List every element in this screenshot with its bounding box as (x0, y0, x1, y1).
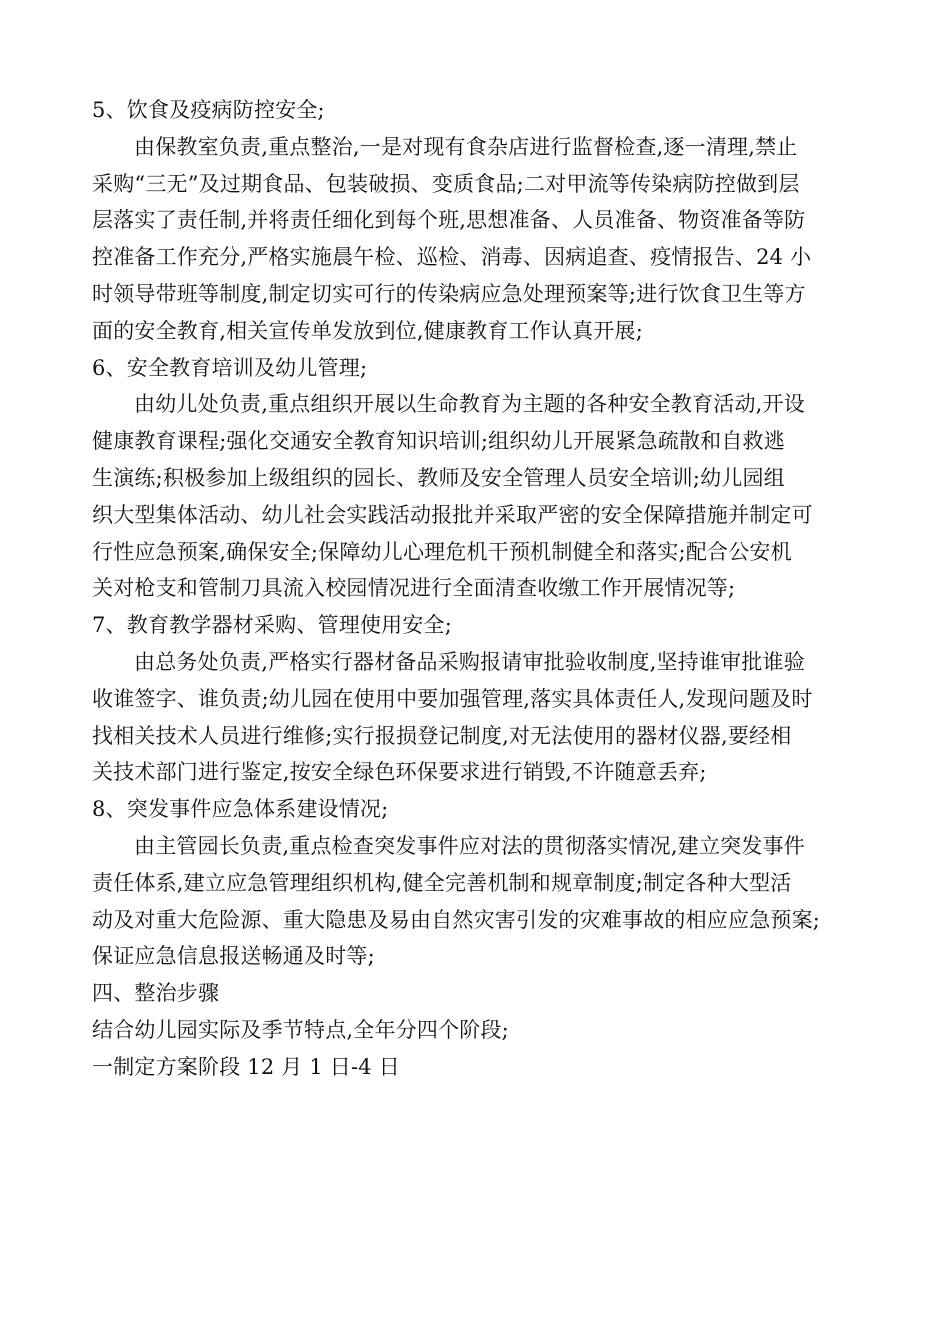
document-page (92, 92, 862, 1086)
paragraph-line: 收谁签字、谁负责;幼儿园在使用中要加强管理,落实具体责任人,发现问题及时 (92, 686, 813, 711)
paragraph-line: 生演练;积极参加上级组织的园长、教师及安全管理人员安全培训;幼儿园组 (92, 465, 785, 490)
paragraph-line: 动及对重大危险源、重大隐患及易由自然灾害引发的灾难事故的相应应急预案; (92, 907, 821, 932)
section-heading-equipment: 7、教育教学器材采购、管理使用安全; (92, 613, 453, 638)
paragraph-line: 保证应急信息报送畅通及时等; (92, 944, 375, 969)
paragraph-line: 健康教育课程;强化交通安全教育知识培训;组织幼儿开展紧急疏散和自救逃 (92, 429, 785, 454)
paragraph-line: 采购“三无”及过期食品、包装破损、变质食品;二对甲流等传染病防控做到层 (92, 171, 800, 196)
paragraph-line: 织大型集体活动、幼儿社会实践活动报批并采取严密的安全保障措施并制定可 (92, 502, 813, 527)
paragraph-line: 时领导带班等制度,制定切实可行的传染病应急处理预案等;进行饮食卫生等方 (92, 281, 806, 306)
section-heading-steps: 四、整治步骤 (92, 981, 220, 1006)
paragraph-line: 一制定方案阶段 12 月 1 日-4 日 (92, 1054, 400, 1079)
paragraph-line: 行性应急预案,确保安全;保障幼儿心理危机干预机制健全和落实;配合公安机 (92, 539, 792, 564)
paragraph-line: 面的安全教育,相关宣传单发放到位,健康教育工作认真开展; (92, 318, 644, 343)
paragraph-line: 关技术部门进行鉴定,按安全绿色环保要求进行销毁,不许随意丢弃; (92, 760, 707, 785)
paragraph-line: 关对枪支和管制刀具流入校园情况进行全面清查收缴工作开展情况等; (92, 576, 736, 601)
section-heading-safety-education: 6、安全教育培训及幼儿管理; (92, 355, 368, 380)
section-heading-emergency: 8、突发事件应急体系建设情况; (92, 797, 389, 822)
paragraph-line: 由保教室负责,重点整治,一是对现有食杂店进行监督检查,逐一清理,禁止 (134, 134, 798, 159)
paragraph-line: 责任体系,建立应急管理组织机构,健全完善机制和规章制度;制定各种大型活 (92, 870, 792, 895)
paragraph-line: 由主管园长负责,重点检查突发事件应对法的贯彻落实情况,建立突发事件 (134, 833, 805, 858)
paragraph-line: 由总务处负责,严格实行器材备品采购报请审批验收制度,坚持谁审批谁验 (134, 649, 805, 674)
paragraph-line: 由幼儿处负责,重点组织开展以生命教育为主题的各种安全教育活动,开设 (134, 392, 805, 417)
section-heading-food-safety: 5、饮食及疫病防控安全; (92, 98, 325, 122)
paragraph-line: 控准备工作充分,严格实施晨午检、巡检、消毒、因病追查、疫情报告、24 小 (92, 245, 812, 270)
paragraph-line: 结合幼儿园实际及季节特点,全年分四个阶段; (92, 1017, 509, 1042)
paragraph-line: 找相关技术人员进行维修;实行报损登记制度,对无法使用的器材仪器,要经相 (92, 723, 792, 748)
paragraph-line: 层落实了责任制,并将责任细化到每个班,思想准备、人员准备、物资准备等防 (92, 208, 806, 233)
